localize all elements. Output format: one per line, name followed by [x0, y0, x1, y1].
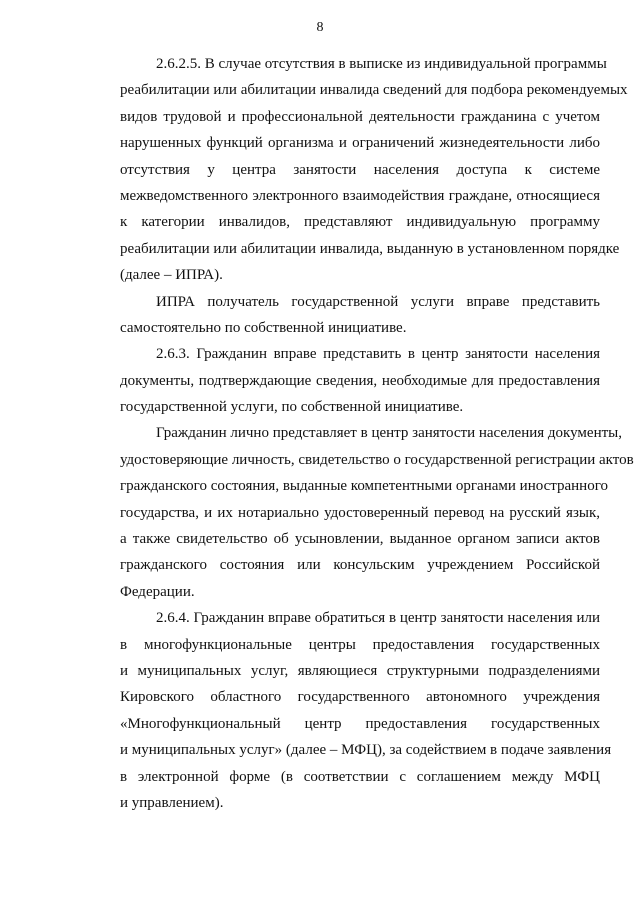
- text-line: государственной услуги, по собственной инициативе.: [120, 399, 464, 416]
- document-body: [84, 51, 634, 816]
- text-line: Кировского областного государственного автономного учреждения: [120, 689, 600, 706]
- text-line: документы, подтверждающие сведения, необходимые для предоставления: [120, 372, 600, 389]
- text-line: видов трудовой и профессиональной деятельности гражданина с учетом: [120, 108, 600, 125]
- text-line: 2.6.4. Гражданин вправе обратиться в центр занятости населения или: [156, 610, 600, 627]
- text-line: Гражданин лично представляет в центр занятости населения документы,: [156, 425, 622, 442]
- text-line: 2.6.2.5. В случае отсутствия в выписке из индивидуальной программы: [156, 56, 607, 72]
- text-line: государства, и их нотариально удостоверенный перевод на русский язык,: [120, 504, 600, 521]
- text-line: отсутствия у центра занятости населения доступа к системе: [120, 161, 600, 178]
- text-line: реабилитации или абилитации инвалида, выданную в установленном порядке: [120, 240, 620, 257]
- text-line: самостоятельно по собственной инициативе.: [120, 319, 407, 336]
- text-line: к категории инвалидов, представляют индивидуальную программу: [120, 214, 600, 231]
- paragraph-personal-submission: [84, 420, 634, 605]
- paragraph-2-6-4: [84, 605, 612, 816]
- text-line: (далее – ИПРА).: [120, 267, 223, 284]
- text-line: 2.6.3. Гражданин вправе представить в центр занятости населения: [156, 346, 600, 363]
- text-line: и муниципальных услуг» (далее – МФЦ), за содействием в подаче заявления: [120, 742, 612, 759]
- text-line: ИПРА получатель государственной услуги вправе представить: [156, 293, 600, 310]
- paragraph-2-6-3: [84, 341, 600, 420]
- paragraph-2-6-2-5: [84, 51, 628, 289]
- text-line: реабилитации или абилитации инвалида сведений для подбора рекомендуемых: [120, 82, 628, 99]
- text-line: в многофункциональные центры предоставления государственных: [120, 636, 600, 653]
- text-line: межведомственного электронного взаимодействия граждане, относящиеся: [120, 187, 600, 204]
- text-line: гражданского состояния, выданные компетентными органами иностранного: [120, 478, 608, 495]
- text-line: и управлением).: [120, 794, 224, 811]
- text-line: нарушенных функций организма и ограничений жизнедеятельности либо: [120, 135, 600, 152]
- text-line: в электронной форме (в соответствии с соглашением между МФЦ: [120, 768, 600, 785]
- paragraph-ipra: [84, 289, 600, 342]
- page-number: 8: [316, 20, 324, 35]
- text-line: а также свидетельство об усыновлении, выданное органом записи актов: [120, 531, 600, 548]
- text-line: «Многофункциональный центр предоставления государственных: [120, 715, 600, 732]
- text-line: гражданского состояния или консульским учреждением Российской: [120, 557, 600, 574]
- text-line: и муниципальных услуг, являющиеся структурными подразделениями: [120, 662, 600, 679]
- text-line: удостоверяющие личность, свидетельство о государственной регистрации актов: [120, 451, 634, 468]
- text-line: Федерации.: [120, 583, 195, 600]
